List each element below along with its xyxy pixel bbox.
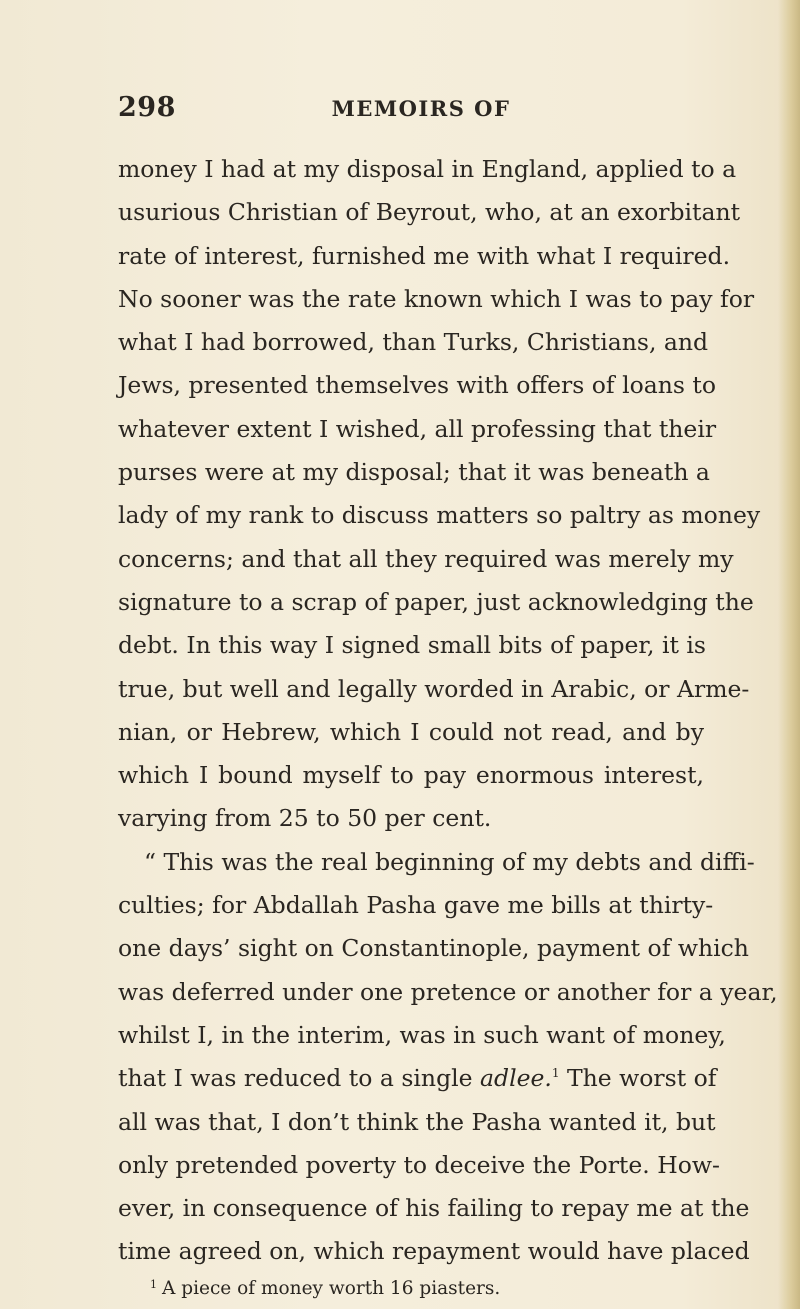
text-line: culties; for Abdallah Pasha gave me bills at thirty- xyxy=(118,891,714,920)
text-line: what I had borrowed, than Turks, Christians, and xyxy=(118,328,709,357)
text-line: money I had at my disposal in England, applied to a xyxy=(118,155,737,183)
footnote-reference[interactable]: 1 xyxy=(551,1066,560,1081)
text-line: signature to a scrap of paper, just acknowledging the xyxy=(118,587,754,616)
text-line: lady of my rank to discuss matters so paltry as money xyxy=(118,501,761,530)
page-number: 298 xyxy=(118,92,176,123)
running-head: MEMOIRS OF xyxy=(331,96,511,121)
text-line: only pretended poverty to deceive the Porte. How- xyxy=(118,1150,720,1179)
text-line: true, but well and legally worded in Arabic, or Arme- xyxy=(118,674,750,703)
text-line: one days’ sight on Constantinople, payment of which xyxy=(118,934,749,963)
text-line: nian, or Hebrew, which I could not read, and by xyxy=(118,717,704,746)
footnote-marker: 1 xyxy=(150,1278,157,1291)
text-line: usurious Christian of Beyrout, who, at an exorbitant xyxy=(118,198,741,227)
text-line: Jews, presented themselves with offers of loans to xyxy=(118,371,716,400)
line-segment: that I was reduced to a single xyxy=(118,1064,481,1093)
text-line: rate of interest, furnished me with what I required. xyxy=(118,241,731,270)
text-line: concerns; and that all they required was merely my xyxy=(118,544,734,573)
text-line: No sooner was the rate known which I was to pay for xyxy=(118,284,755,313)
footnote xyxy=(150,1273,710,1301)
line-segment: The worst of xyxy=(559,1064,717,1093)
text-line: was deferred under one pretence or another for a year, xyxy=(118,977,778,1006)
footnote-text: A piece of money worth 16 piasters. xyxy=(162,1278,501,1299)
page-header xyxy=(118,92,704,132)
text-line-with-footnote-ref xyxy=(118,1057,717,1100)
text-line: which I bound myself to pay enormous interest, xyxy=(118,761,704,790)
text-line-paragraph-start: “ This was the real beginning of my debts and diffi- xyxy=(144,847,755,876)
text-line: debt. In this way I signed small bits of paper, it is xyxy=(118,631,706,660)
page-edge-shadow xyxy=(778,0,800,1309)
text-line: ever, in consequence of his failing to repay me at the xyxy=(118,1194,750,1223)
text-line: all was that, I don’t think the Pasha wanted it, but xyxy=(118,1107,716,1136)
text-line: purses were at my disposal; that it was beneath a xyxy=(118,458,710,487)
text-line: whatever extent I wished, all professing that their xyxy=(118,414,717,443)
italic-word-adlee: adlee. xyxy=(480,1064,552,1093)
text-line: whilst I, in the interim, was in such want of money, xyxy=(118,1020,726,1049)
text-line-paragraph-end: varying from 25 to 50 per cent. xyxy=(118,804,492,833)
text-line: time agreed on, which repayment would have placed xyxy=(118,1237,750,1266)
body-text xyxy=(118,148,778,1274)
